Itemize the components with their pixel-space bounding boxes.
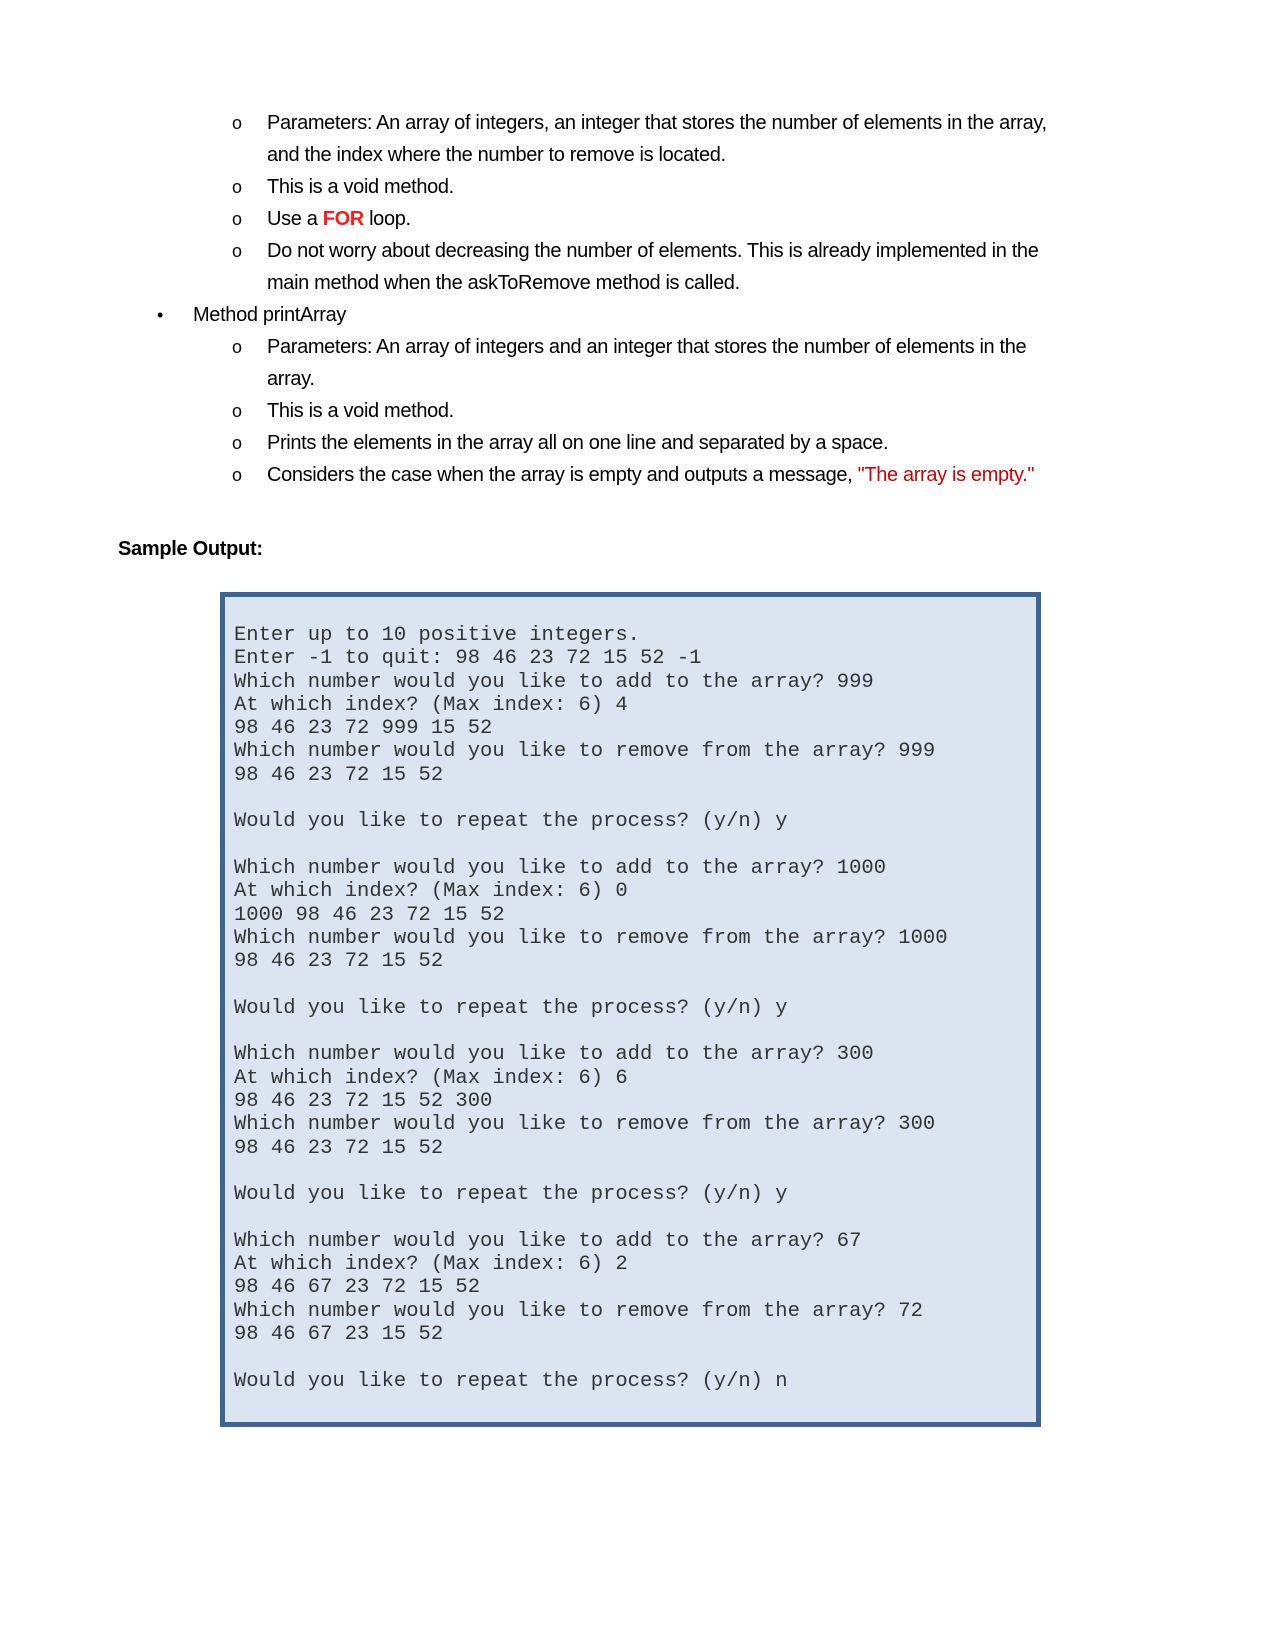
sub-bullet-item [232,459,1035,491]
console-line: Enter up to 10 positive integers. [234,624,640,647]
console-line: Which number would you like to remove from the array? 72 [234,1299,923,1323]
text-run: FOR [322,208,364,230]
console-line: 98 46 67 23 72 15 52 [234,1276,481,1300]
console-line [234,1160,948,1183]
text-run: Method [193,304,263,326]
console-line: 98 46 67 23 15 52 [234,1322,444,1346]
text-run: array. [267,368,315,390]
bullet-continuation [267,267,740,299]
console-line: 98 46 23 72 999 15 52 [234,717,493,741]
bullet-circle-icon: o [232,433,242,453]
text-run: method is called. [590,272,740,294]
console-line: Which number would you like to add to the array? 67 [234,1229,862,1253]
console-line: 98 46 23 72 15 52 300 [234,1089,493,1113]
text-run: Do not worry about decreasing the number of elements. This is already implemented in the [267,240,1039,262]
sub-bullet-item [232,235,1039,267]
console-line: At which index? (Max index: 6) 2 [234,1253,628,1277]
console-line: Would you like to repeat the process? (y/n) y [234,1183,788,1207]
text-run: method. [378,400,454,422]
console-line: Which number would you like to add to the array? 1000 [234,856,887,880]
text-run: askToRemove [467,272,591,294]
sub-bullet-item [232,203,411,235]
sub-bullet-item [232,171,454,203]
sample-output-console [220,592,1041,1427]
bullet-continuation [267,139,726,171]
console-line: At which index? (Max index: 6) 4 [234,693,628,717]
console-line: Which number would you like to remove from the array? 999 [234,740,936,764]
console-line [234,1346,948,1369]
text-run: Prints the elements in the array all on one line and separated by a space. [267,432,889,454]
console-line: Would you like to repeat the process? (y/n) y [234,996,788,1020]
text-run: "The array is empty." [857,464,1035,486]
console-text [234,624,948,1393]
console-line [234,1206,948,1229]
text-run: An array of integers and an integer that stores the number of elements in the [372,336,1027,358]
text-run: Parameters: [267,336,373,358]
console-line: Would you like to repeat the process? (y/n) y [234,810,788,834]
text-run: void [343,176,379,198]
text-run: main method when the [267,272,468,294]
console-line: At which index? (Max index: 6) 0 [234,880,628,904]
console-line [234,834,948,857]
bullet-circle-icon: o [232,209,242,229]
text-run: Parameters: [267,112,373,134]
sample-output-heading: Sample Output: [118,538,263,560]
text-run: An array of integers, an integer that stores the number of elements in the array, [372,112,1047,134]
sub-bullet-item [232,331,1027,363]
console-line [234,973,948,996]
console-line: 98 46 23 72 15 52 [234,1136,444,1160]
bullet-circle-icon: o [232,401,242,421]
console-line: 98 46 23 72 15 52 [234,763,444,787]
console-line: Which number would you like to add to the array? 300 [234,1043,874,1067]
text-run: Considers the case when the array is empty and outputs a message, [267,464,858,486]
console-line: At which index? (Max index: 6) 6 [234,1066,628,1090]
sub-bullet-item [232,427,889,459]
console-line [234,1020,948,1043]
text-run: Use a [267,208,323,230]
console-line: Would you like to repeat the process? (y/n) n [234,1369,788,1393]
sub-bullet-item [232,107,1047,139]
text-run: This is a [267,400,344,422]
bullet-circle-icon: o [232,113,242,133]
text-run: printArray [262,304,347,326]
sub-bullet-item [232,395,454,427]
console-line: 1000 98 46 23 72 15 52 [234,903,505,927]
bullet-dot-icon: • [157,305,163,325]
bullet-continuation [267,363,315,395]
text-run: This is a [267,176,344,198]
console-line: Which number would you like to remove from the array? 1000 [234,926,948,950]
console-line [234,787,948,810]
bullet-circle-icon: o [232,241,242,261]
console-line: Which number would you like to remove from the array? 300 [234,1113,936,1137]
console-line: Which number would you like to add to the array? 999 [234,670,874,694]
text-run: method. [378,176,454,198]
bullet-circle-icon: o [232,177,242,197]
console-line: Enter -1 to quit: 98 46 23 72 15 52 -1 [234,647,702,671]
console-line: 98 46 23 72 15 52 [234,950,444,974]
bullet-circle-icon: o [232,465,242,485]
text-run: loop. [363,208,411,230]
text-run: void [343,400,379,422]
text-run: and the index where the number to remove is located. [267,144,726,166]
bullet-circle-icon: o [232,337,242,357]
bullet-item [157,299,347,331]
